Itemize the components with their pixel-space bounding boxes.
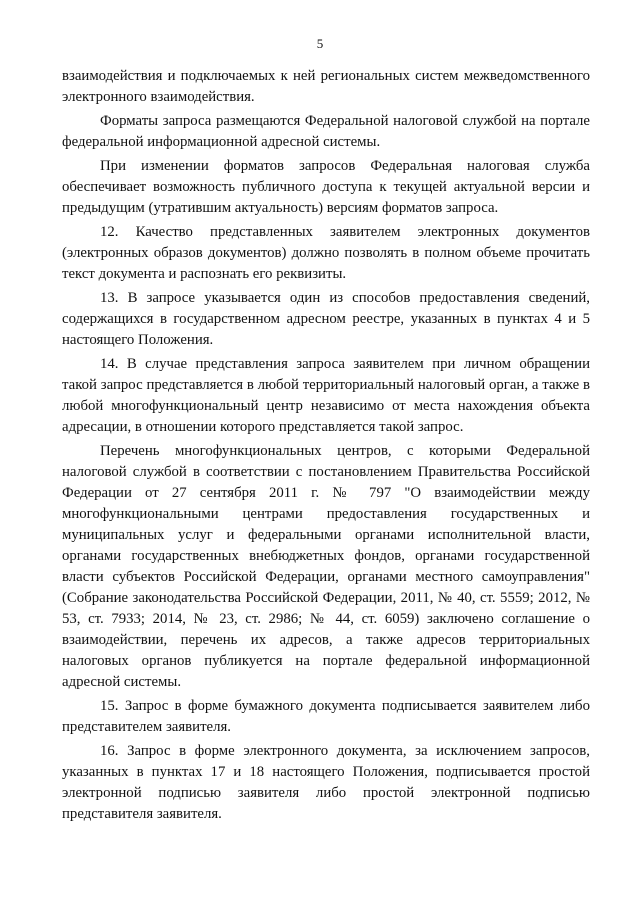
paragraph-format-changes: При изменении форматов запросов Федеральная налоговая служба обеспечивает возможность публичного доступа к текущей актуальной версии и предыдущим (утратившим актуальность) версиям форматов запроса. [62, 158, 590, 216]
paragraph-item-16: 16. Запрос в форме электронного документа, за исключением запросов, указанных в пунктах 17 и 18 настоящего Положения, подписывается простой электронной подписью заявителя либо простой электронной подписью представителя заявителя. [62, 743, 590, 822]
paragraph-item-15: 15. Запрос в форме бумажного документа подписывается заявителем либо представителем заявителя. [62, 698, 590, 735]
paragraph-item-14: 14. В случае представления запроса заявителем при личном обращении такой запрос представляется в любой территориальный налоговый орган, а также в любой многофункциональный центр независимо от места нахождения объекта адресации, в отношении которого представляется такой запрос. [62, 356, 590, 435]
paragraph-item-13: 13. В запросе указывается один из способов предоставления сведений, содержащихся в государственном адресном реестре, указанных в пунктах 4 и 5 настоящего Положения. [62, 290, 590, 348]
page-number: 5 [316, 36, 324, 51]
paragraph-item-12: 12. Качество представленных заявителем электронных документов (электронных образов документов) должно позволять в полном объеме прочитать текст документа и распознать его реквизиты. [62, 224, 590, 282]
paragraph-mfc-list: Перечень многофункциональных центров, с которыми Федеральной налоговой службой в соответствии с постановлением Правительства Российской Федерации от 27 сентября 2011 г. № 797 "О взаимодействии между многофункциональными центрами предоставления государственных и муниципальных услуг и федеральными органами исполнительной власти, органами государственных внебюджетных фондов, органами государственной власти субъектов Российской Федерации, органами местного самоуправления" (Собрание законодательства Российской Федерации, 2011, № 40, ст. 5559; 2012, № 53, ст. 7933; 2014, № 23, ст. 2986; № 44, ст. 6059) заключено соглашение о взаимодействии, перечень их адресов, а также адресов территориальных налоговых органов публикуется на портале федеральной информационной адресной системы. [62, 443, 590, 690]
document-body [62, 66, 590, 825]
paragraph-request-formats: Форматы запроса размещаются Федеральной налоговой службой на портале федеральной информационной адресной системы. [62, 113, 590, 150]
paragraph-continuation: взаимодействия и подключаемых к ней региональных систем межведомственного электронного взаимодействия. [62, 68, 590, 105]
